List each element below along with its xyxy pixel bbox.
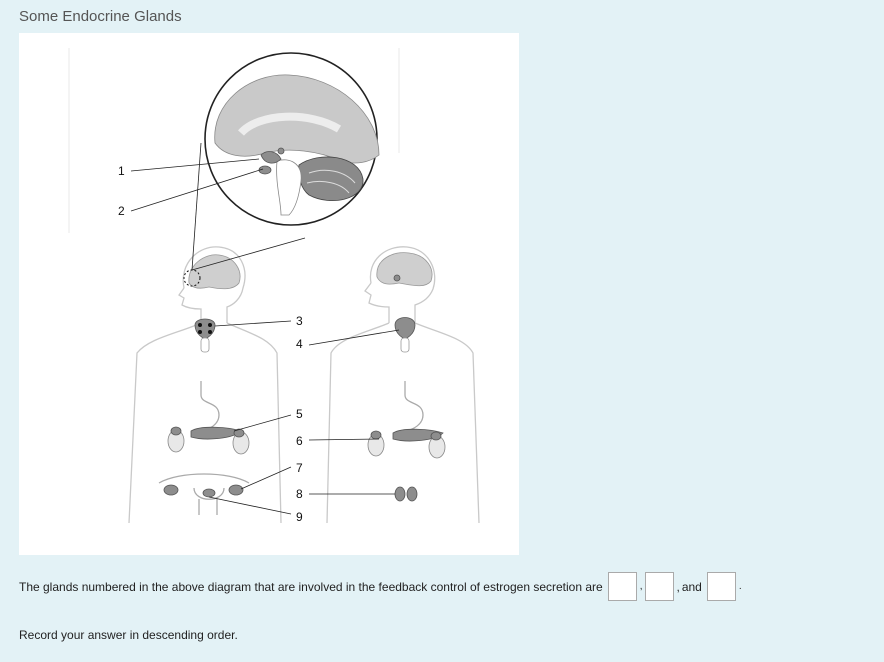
answer-input-1[interactable] bbox=[608, 572, 637, 601]
answer-input-2[interactable] bbox=[645, 572, 674, 601]
label-7: 7 bbox=[296, 461, 303, 475]
answer-conjunction: and bbox=[681, 579, 702, 594]
answer-end-punct: . bbox=[738, 581, 742, 592]
label-3: 3 bbox=[296, 314, 303, 328]
figure-title: Some Endocrine Glands bbox=[19, 8, 182, 25]
answer-input-3[interactable] bbox=[707, 572, 736, 601]
question-row bbox=[19, 572, 743, 601]
label-6: 6 bbox=[296, 434, 303, 448]
answer-separator-1: , bbox=[639, 581, 643, 592]
answer-separator-2: , bbox=[676, 579, 680, 594]
question-text: The glands numbered in the above diagram that are involved in the feedback control of estrogen secretion are bbox=[19, 579, 603, 594]
label-9: 9 bbox=[296, 510, 303, 524]
male-figure bbox=[327, 247, 479, 523]
label-5: 5 bbox=[296, 407, 303, 421]
endocrine-glands-diagram bbox=[19, 33, 519, 555]
label-8: 8 bbox=[296, 487, 303, 501]
label-2: 2 bbox=[118, 204, 125, 218]
instruction-text: Record your answer in descending order. bbox=[19, 628, 238, 642]
diagram-svg bbox=[19, 33, 519, 555]
brain-inset bbox=[205, 53, 379, 225]
label-1: 1 bbox=[118, 164, 125, 178]
label-4: 4 bbox=[296, 337, 303, 351]
